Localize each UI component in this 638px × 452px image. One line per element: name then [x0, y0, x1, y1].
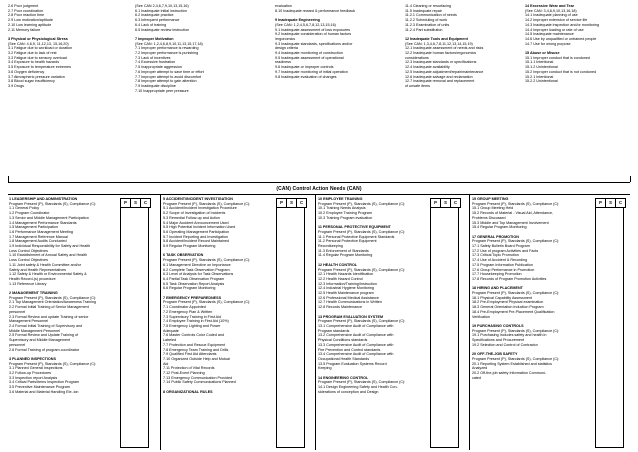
text-line: Program Present (P), Standards (S), Compliance (C):: [163, 201, 251, 206]
text-line: 11.2.4 Part substitution: [405, 27, 443, 32]
text-line: 2.1 Top Management Orientation/Awareness Training: [9, 300, 96, 305]
psc-p: P: [277, 199, 287, 207]
text-line: 1.11 Joint safety & Health Committee and/or: [9, 262, 82, 267]
text-line: 9.3 Inadequate standards, specifications and/or: [275, 41, 353, 46]
text-line: Specifications and Procurement: [472, 338, 525, 343]
top-column-3: [275, 4, 405, 79]
text-line: 12.5 Health Maintenance program: [318, 291, 374, 296]
text-line: 5.6 Operating Management Participation: [163, 229, 230, 234]
bottom-separator-line: [8, 194, 630, 195]
text-line: (See CAN 2,4,6,7,9,10,13,15,16): [135, 4, 189, 8]
text-line: 15.2 Improper conduct that is not condoned: [525, 69, 597, 74]
text-line: 11.1 Personal Protective Equipment Standards: [318, 234, 395, 239]
text-line: 7.9 Inadequate discipline: [135, 83, 176, 88]
text-line: 1.9 Individual Responsibility for Safety and Health: [9, 244, 91, 249]
text-line: 12 HEALTH CONTROL: [318, 262, 358, 267]
text-line: design criteria: [275, 46, 298, 51]
text-line: (See CAN: 1,2,4,6,8,9,10,11,13,15,17,18): [135, 41, 203, 46]
text-line: 11.2.1 Communication of needs: [405, 13, 457, 18]
text-line: 15 Abuse or Misuse: [525, 51, 560, 56]
text-line: 13.5 Program Evaluation Systems Record: [318, 361, 387, 366]
text-line: 6.5 Task Observation Report Analysis: [163, 281, 225, 286]
psc-p: P: [431, 199, 441, 207]
text-line: 1 LEADERSHIP AND ADMINISTRATION: [9, 197, 78, 201]
text-line: 5.1 Accident/Incident Investigation Procedure: [163, 206, 237, 211]
text-line: 6.4 Lack of training: [135, 22, 167, 27]
text-line: 15.4 Regular Program Monitoring: [472, 225, 527, 230]
top-column-5: [525, 4, 635, 84]
text-line: 12.6 Inadequate salvage and reclamation: [405, 74, 473, 79]
text-line: 7.13 Emergency Communication Provided: [163, 375, 233, 380]
text-line: Program Present (P), Standards (S), Compliance (C):: [472, 328, 560, 333]
text-line: 15.1.1 Intentional: [525, 60, 554, 65]
text-line: 17.2 Use of program Activities and Facts: [472, 248, 539, 253]
text-line: 13.4 Comprehensive Audit of Compliance with: [318, 352, 394, 357]
text-line: 7.6 Improper attempt to save time or effort: [135, 69, 204, 74]
text-line: 3.1 Fatigue due to workload or duration: [8, 46, 73, 51]
text-line: 7.11 Protection of Vital Records: [163, 366, 215, 371]
text-line: 17 GENERAL PROMOTION: [472, 234, 519, 239]
text-line: (See CAN: 4,6,9, 11,12,13, 15,16,20): [8, 41, 69, 46]
text-line: 11.4 Cleaning or resurfacing: [405, 4, 452, 8]
text-line: Physical Conditions standards: [318, 338, 368, 343]
text-line: 7.8 Emergency Team Training and Drills: [163, 347, 229, 352]
psc-c: C: [453, 200, 458, 205]
text-line: Program Present (P), Standards (S), Compliance (C):: [9, 361, 97, 366]
text-line: 3.6 Oxygen deficiency: [8, 69, 45, 74]
drop-line-1: [8, 176, 9, 182]
text-line: 7.2 Emergency Plan & Written: [163, 309, 213, 314]
text-line: 9.8 Inadequate evaluation of changes: [275, 74, 337, 79]
text-line: Program Present (P), Standards (S), Compliance (C):: [318, 267, 406, 272]
text-line: 1.13 Reference Library: [9, 281, 47, 286]
psc-c: C: [299, 200, 304, 205]
text-line: 18.4 Pre-Employment Pre-Placement Qualification: [472, 309, 555, 314]
text-line: 2.6 Poor judgment: [8, 4, 39, 8]
text-line: 15.2.2 Unintentional: [525, 79, 558, 84]
text-line: 17.7 Housekeeping Promotion: [472, 272, 522, 277]
text-line: 7.9 Qualified First Aid Attendants: [163, 352, 217, 357]
text-line: 2.5 Formal Review and Update Training of: [9, 333, 79, 338]
text-line: Recordkeeping: [318, 244, 343, 249]
text-line: 6.5 Inadequate review instruction: [135, 27, 190, 32]
text-line: Safety and Health Representatives: [9, 267, 66, 272]
text-line: 1.2 Program Coordinator: [9, 211, 50, 216]
text-line: 15 GROUP MEETING: [472, 197, 509, 201]
text-line: 1.6 Performance Management Meeting: [9, 229, 73, 234]
text-line: 12.7 Inadequate removal and replacement: [405, 79, 475, 84]
text-line: 7 Improper Motivation: [135, 36, 174, 41]
text-line: 12.4 Inadequate availability: [405, 65, 450, 70]
text-line: Program Present (P), Standards (S), Compliance (C):: [163, 300, 251, 305]
text-line: 7.7 Protection and Rescue Equipment: [163, 342, 226, 347]
text-line: 14.5 Inadequate maintenance: [525, 32, 574, 37]
text-line: (See CAN: 3,4,8,9,10,13,16,18): [525, 8, 577, 13]
text-line: 17.8 Records of Program Promotion Activities: [472, 276, 547, 281]
text-line: /ergonomics: [275, 36, 296, 41]
text-line: 1.1 General Policy: [9, 206, 40, 211]
text-line: 8 ORGANIZATIONAL RULES: [163, 389, 213, 394]
text-line: 14.1 Inadequate planning of use: [525, 13, 578, 18]
text-line: 12.3 Information/Training/Instruction: [318, 281, 377, 286]
text-line: readiness: [275, 60, 291, 65]
text-line: of unsafe items: [405, 83, 431, 88]
text-line: 5.9 Regular Program Monitoring: [163, 244, 216, 249]
text-line: 9.5 Inadequate assessment of operational: [275, 55, 344, 60]
psc-grid-col1: [120, 207, 149, 448]
text-line: 8.10 Inadequate reward & performance feedback: [275, 8, 356, 13]
text-line: 12.8 Records Maintenance: [318, 305, 363, 310]
text-line: 2.7 Poor coordination: [8, 8, 44, 13]
text-line: 18.3 General Orientation Induction Program: [472, 305, 544, 310]
text-line: 9 Inadequate Engineering: [275, 18, 320, 23]
text-line: 15.3 Middle and Top Management Involvement: [472, 220, 549, 225]
text-line: Management Personnel: [9, 319, 49, 324]
text-line: 7.5 Inappropriate aggression: [135, 65, 182, 70]
psc-c: C: [143, 200, 148, 205]
text-line: 3.8 Blood sugar insufficiency: [8, 79, 55, 84]
psc-grid-col2: [276, 207, 305, 448]
text-line: 10.2 Employee Training Program: [318, 211, 372, 216]
text-line: Program Present (P), Standards (S), Compliance (C):: [472, 291, 560, 296]
text-line: 7.8 Improper attempt to gain attention: [135, 79, 197, 84]
text-line: 9.2 Inadequate consideration of human factors: [275, 32, 352, 37]
text-line: 6.4 Partial Task Observation Program: [163, 276, 225, 281]
text-line: evaluation: [275, 4, 292, 8]
text-line: 1.5 Management Participation: [9, 225, 58, 230]
text-line: 9.7 Inadequate monitoring of initial operation: [275, 69, 348, 74]
text-line: 2.6 Formal Training of program coordinator: [9, 347, 80, 352]
text-line: 14 ENGINEERING CONTROL: [318, 375, 369, 380]
text-line: 6.1 Management Directive on Importance: [163, 262, 231, 267]
text-line: 5.8 Accident/Incident Record Maintained: [163, 239, 230, 244]
text-line: 1.12 Safety & Health or Environmental Safety &: [9, 272, 87, 277]
text-line: 6.1 Inadequate initial instruction: [135, 8, 187, 13]
text-line: 3 PLANNED INSPECTIONS: [9, 356, 56, 361]
text-line: 3.3 Inspection report Analysis: [9, 375, 58, 380]
text-line: 5.7 Incident Reporting and Investigation: [163, 234, 228, 239]
text-line: Occupational Health Standards: [318, 356, 370, 361]
text-line: Program Present (P), Standards (S), Compliance (C):: [163, 258, 251, 263]
text-line: 7.1 Improper performance is rewarding: [135, 46, 199, 51]
text-line: personnel: [9, 309, 26, 314]
text-line: personnel: [9, 342, 26, 347]
text-line: 2.8 Poor reaction time: [8, 13, 45, 18]
text-line: Program standards: [318, 328, 350, 333]
text-line: 6.3 Infrequent performance: [135, 18, 180, 23]
text-line: 7.10 Inappropriate peer pressure: [135, 88, 189, 93]
text-line: 7.12 Post-Event Planning: [163, 371, 205, 376]
text-line: Program Present (P), Standards (S), Compliance (C):: [472, 356, 560, 361]
text-line: 19.1 Purchasing Includes safety and health in: [472, 333, 547, 338]
text-line: 14.1 Design Engineering Safety and Health Con-: [318, 385, 398, 390]
text-line: 3.7 Atmospheric pressure variation: [8, 74, 65, 79]
psc-s: S: [131, 199, 141, 207]
text-line: 3.2 Fatigue due to lack of rest: [8, 51, 57, 56]
text-line: 5.2 Scope of Investigation of Incidents: [163, 211, 226, 216]
text-line: 17.4 Use of Accident & Recording: [472, 258, 528, 263]
text-line: 11.4 Regular Program Monitoring: [318, 253, 373, 258]
column-divider-2: [315, 195, 316, 450]
text-line: 12.7 Health Communications in Written: [318, 300, 382, 305]
text-line: 17.6 Group Performance in Promotion: [472, 267, 535, 272]
text-line: Analyzed: [472, 366, 488, 371]
text-line: 6 TASK OBSERVATION: [163, 253, 204, 258]
text-line: 18 HIRING AND PLACEMENT: [472, 286, 523, 291]
text-line: 6.2 Inadequate practice: [135, 13, 174, 18]
text-line: 7.10 Organized Outside Help and Mutual: [163, 356, 230, 361]
text-line: 2 MANAGEMENT TRAINING: [9, 291, 58, 296]
text-line: Health Record-(s) procedure: [9, 276, 56, 281]
text-line: 11 PERSONAL PROTECTIVE EQUIPMENT: [318, 225, 391, 230]
text-line: 19 PURCHASING CONTROLS: [472, 323, 524, 328]
text-line: 15.1 Improper conduct that is condoned: [525, 55, 590, 60]
psc-p: P: [596, 199, 606, 207]
text-line: 11.2 Personal Protective Equipment: [318, 239, 377, 244]
psc-c: C: [618, 200, 623, 205]
top-column-1: [8, 4, 126, 89]
text-line: 14.6 Use by unqualified or untrained people: [525, 36, 597, 41]
text-line: 14 Excessive Wear and Tear: [525, 4, 575, 8]
text-line: 5 ACCIDENT/INCIDENT INVESTIGATION: [163, 197, 233, 201]
text-line: 10 EMPLOYEE TRAINING: [318, 197, 363, 201]
text-line: 2.10 Low learning aptitude: [8, 22, 52, 27]
psc-s: S: [606, 199, 616, 207]
text-line: 14.2 Improper extension of service life: [525, 18, 588, 23]
text-line: 15.2.1 Intentional: [525, 74, 554, 79]
text-line: 12.2 Inadequate human factors/ergonomics: [405, 51, 477, 56]
text-line: 19.2 Selection and Control of Contractor: [472, 342, 538, 347]
text-line: Loss Control Objectives: [9, 258, 48, 263]
text-line: Program Present (P), Standards (S), Compliance (C):: [9, 201, 97, 206]
text-line: Program Present (P), Standards (S), Compliance (C):: [318, 201, 406, 206]
text-line: 2.9 Low motivation/aptitude: [8, 18, 53, 23]
psc-grid-col3: [430, 207, 459, 448]
text-line: 6.2 Complete Task Observation Program: [163, 267, 230, 272]
text-line: 11.2.3 Examination of units: [405, 22, 450, 27]
text-line: 5.3 Remedial Follow-up and Action: [163, 215, 220, 220]
text-line: Supervisory and Middle Management: [9, 338, 71, 343]
text-line: 15.1.2 Unintentional: [525, 65, 558, 70]
text-line: 12.3 Inadequate standards or specifications: [405, 60, 477, 65]
text-line: 2.2 Formal Initial Training of Senior Management: [9, 305, 89, 310]
text-line: 1.3 Senior and Middle Management Participation: [9, 215, 89, 220]
text-line: Program Present (P), Standards (S), Compliance (C):: [318, 319, 406, 324]
text-line: 10.3 Training Program evaluation: [318, 215, 373, 220]
text-line: 3.4 Exposure to health hazards: [8, 60, 60, 65]
text-line: 1.4 Management Performance Standards: [9, 220, 77, 225]
text-line: 18.2 Pre-Employment Physical examination: [472, 300, 544, 305]
text-line: 15.1 Group Meeting Held: [472, 206, 514, 211]
top-column-2: [135, 4, 265, 93]
text-line: Verification: [472, 314, 491, 319]
text-line: 12.1 Health Hazards Identification: [318, 272, 374, 277]
text-line: 12.2 Health Hazard Control: [318, 276, 363, 281]
text-line: 2.4 Formal Initial Training of Supervisory and: [9, 323, 83, 328]
text-line: 12 Inadequate Tools and Equipment: [405, 36, 468, 41]
text-line: Program Present (P), Standards (S), Compliance (C):: [318, 380, 406, 385]
text-line: 3 Physical or Physiological Stress: [8, 36, 68, 41]
text-line: 7.2 Improper performance is punishing: [135, 51, 199, 56]
text-line: 13.2 Comprehensive Audit of Compliance with: [318, 333, 394, 338]
text-line: 20.2 Off-the-job safety Information Communi-: [472, 371, 546, 376]
text-line: 6.3 Level of Analysis for Task Observations: [163, 272, 234, 277]
text-line: 9.1 Inadequate assessment of loss exposures: [275, 27, 351, 32]
text-line: Problems Discussed: [472, 215, 506, 220]
drop-line-2: [630, 176, 631, 182]
text-line: 3.1 Planned General Inspections: [9, 366, 63, 371]
text-line: 17.1 Safety Bulletin Board Program: [472, 244, 530, 249]
text-line: 7.3 Supervisory Training in First Aid: [163, 314, 221, 319]
text-line: 3.3 Fatigue due to sensory overload: [8, 55, 67, 60]
text-line: 3.5 Exposure to temperature extremes: [8, 65, 71, 70]
text-line: 13 PROGRAM EVALUATION SYSTEM: [318, 314, 384, 319]
text-line: 2.11 Memory failure: [8, 27, 41, 32]
text-line: 20.1 Reporting System Established and statistics: [472, 361, 552, 366]
text-line: Labeled: [163, 338, 177, 343]
text-line: 1.7 Management Reference Manual: [9, 234, 68, 239]
text-line: Program Present (P), Standards (S), Compliance (C):: [9, 295, 97, 300]
text-line: 7.6 Master Controls Color Coded and: [163, 333, 225, 338]
text-line: 11.3 Enforcement of Standards: [318, 248, 369, 253]
text-line: 12.4 Industrial Hygiene Monitoring: [318, 286, 374, 291]
text-line: 18.1 Physical Capability Assessment: [472, 295, 533, 300]
text-line: 2.3 Formal Review and update Training of senior: [9, 314, 89, 319]
text-line: 9.4 Inadequate monitoring of construction: [275, 51, 343, 56]
text-line: 3.5 Preventive Maintenance Program: [9, 385, 70, 390]
text-line: Aid: [163, 361, 169, 366]
text-line: 1.10 Establishment of Annual Safety and Health: [9, 253, 88, 258]
text-line: 7.4 Employee Training in First Aid (10%): [163, 319, 229, 324]
text-line: Loss Control Objectives: [9, 248, 48, 253]
column-divider-3: [469, 195, 470, 450]
text-line: 7.5 Emergency Lighting and Power: [163, 323, 221, 328]
text-line: 7.3 Lack of incentives: [135, 55, 171, 60]
text-line: 7 EMERGENCY PREPAREDNESS: [163, 295, 222, 300]
top-separator-line: [8, 182, 630, 183]
text-line: 7.14 Public Safety Communications Planned: [163, 380, 236, 385]
text-line: Program Present (P), Standards (S), Compliance (C):: [472, 239, 560, 244]
text-line: 12.1 Inadequate assessment of needs and risks: [405, 46, 484, 51]
text-line: 11.5 Inadequate repair: [405, 8, 442, 13]
text-line: 7.1 Coordinator Appointed: [163, 305, 206, 310]
text-line: Program Present (P), Standards (S), Compliance (C):: [318, 229, 406, 234]
text-line: 14.3 Inadequate inspection and/or monitoring: [525, 22, 600, 27]
psc-p: P: [121, 199, 131, 207]
text-line: (See CAN: 1,2,4,5,6,7,8,12,13,15,16): [275, 22, 336, 27]
text-line: 6.6 Regular Program Monitoring: [163, 286, 216, 291]
top-column-4: [405, 4, 525, 89]
text-line: Program Present (P), Standards (S), Compliance (C):: [472, 201, 560, 206]
text-line: 13.1 Comprehensive Audit of Compliance with: [318, 323, 394, 328]
text-line: Adequate: [163, 328, 179, 333]
text-line: 15.2 Records of Material - Visual Aid, Attendance,: [472, 211, 554, 216]
text-line: 14.4 Improper loading or rate of use: [525, 27, 584, 32]
text-line: (See CAN: 1,3,4,6,7,8,11,12,13,14,15,19): [405, 41, 473, 46]
text-line: 14.7 Use for wrong purpose: [525, 41, 571, 46]
text-line: cated: [472, 375, 482, 380]
text-line: 1.8 Management Audits Conducted: [9, 239, 67, 244]
column-divider-1: [160, 195, 161, 450]
text-line: 5.5 High Potential Incident Information Used: [163, 225, 236, 230]
psc-grid-col4: [595, 207, 624, 448]
text-line: Fire Prevention and Control standards: [318, 347, 381, 352]
text-line: 7.7 Improper attempt to avoid discomfort: [135, 74, 202, 79]
text-line: 5.4 Major Accident Announcement Used: [163, 220, 229, 225]
text-line: considerations: [405, 55, 429, 60]
text-line: 3.4 Critical Parts/Items Inspection Program: [9, 380, 80, 385]
text-line: Keeping: [318, 366, 332, 371]
text-line: 11.2.2 Scheduling of work: [405, 18, 448, 23]
text-line: 3.9 Drugs: [8, 83, 24, 88]
text-line: 17.5 Program Information Publication: [472, 262, 533, 267]
text-line: 10.1 Training Needs Analysis: [318, 206, 366, 211]
text-line: 7.4 Excessive frustration: [135, 60, 176, 65]
text-line: 20 OFF-THE-JOB SAFETY: [472, 352, 518, 357]
text-line: 17.3 Critical Topic Promotion: [472, 253, 519, 258]
text-line: 3.6 Material and Material Handling Ele..ion: [9, 389, 79, 394]
text-line: 12.6 Professional Medical Assistance: [318, 295, 379, 300]
text-line: Middle Management Personnel: [9, 328, 61, 333]
text-line: 3.2 Follow-up Procedures: [9, 371, 52, 376]
text-line: siderations of conception and Design: [318, 389, 379, 394]
psc-s: S: [441, 199, 451, 207]
text-line: 9.6 Inadequate or improper controls: [275, 65, 334, 70]
psc-s: S: [287, 199, 297, 207]
can-banner-title: (CAN) Control Action Needs (CAN): [276, 186, 362, 192]
text-line: 13.3 Comprehensive Audit of Compliance with: [318, 342, 394, 347]
text-line: 12.5 Inadequate adjustment/repair/maintenance: [405, 69, 484, 74]
